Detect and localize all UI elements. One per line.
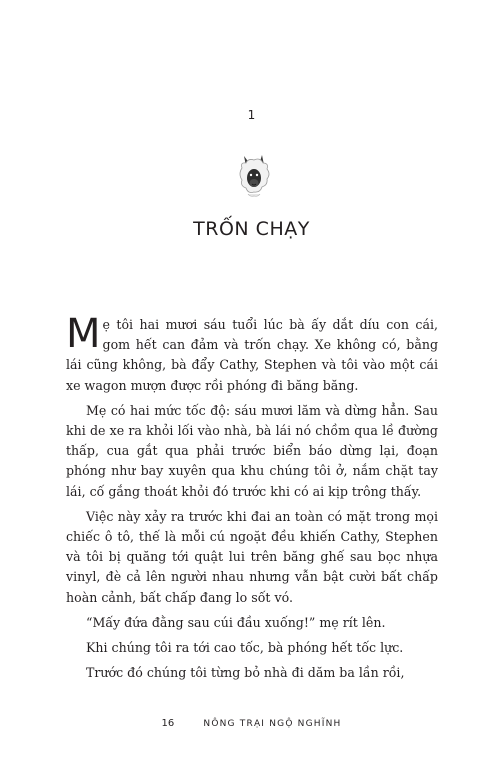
chapter-number: 1 — [247, 108, 256, 122]
paragraph-1 — [66, 311, 438, 396]
chapter-title: TRỐN CHẠY — [193, 218, 310, 240]
page-number: 16 — [161, 718, 175, 729]
page-footer — [0, 718, 503, 729]
paragraph-1-text: ẹ tôi hai mươi sáu tuổi lúc bà ấy dắt díu con cái, gom hết can đảm và trốn chạy. Xe không có, bằng lái cũng không, bà đẩy Cathy, Stephen và tôi vào một cái xe wagon mượn được rồi phóng đi băng băng. — [66, 317, 438, 393]
running-head: NÔNG TRẠI NGỘ NGHĨNH — [203, 719, 342, 729]
paragraph-6: Trước đó chúng tôi từng bỏ nhà đi dăm ba lần rồi, — [86, 665, 405, 681]
paragraph-4: “Mấy đứa đằng sau cúi đầu xuống!” mẹ rít lên. — [86, 614, 386, 630]
paragraph-3: Việc này xảy ra trước khi đai an toàn có mặt trong mọi chiếc ô tô, thế là mỗi cú ngoặt đều khiến Cathy, Stephen và tôi bị quăng tới quật lui trên băng ghế sau bọc nhựa vinyl, đè cả lên người nhau nhưng vẫn bật cười bất chấp hoàn cảnh, bất chấp đang lo sốt vó. — [66, 508, 438, 605]
chapter-body — [66, 311, 438, 688]
paragraph-5: Khi chúng tôi ra tới cao tốc, bà phóng hết tốc lực. — [86, 640, 404, 656]
llama-head-icon — [232, 150, 276, 198]
paragraph-2: Mẹ có hai mức tốc độ: sáu mươi lăm và dừng hẳn. Sau khi de xe ra khỏi lối vào nhà, bà lái nó chồm qua lề đường thấp, cua gắt qua phải trước biển báo dừng lại, đoạn phóng như bay xuyên qua khu chúng tôi ở, nắm chặt tay lái, cố gắng thoát khỏi đó trước khi có ai kịp trông thấy. — [66, 402, 438, 499]
drop-cap: M — [66, 311, 100, 357]
